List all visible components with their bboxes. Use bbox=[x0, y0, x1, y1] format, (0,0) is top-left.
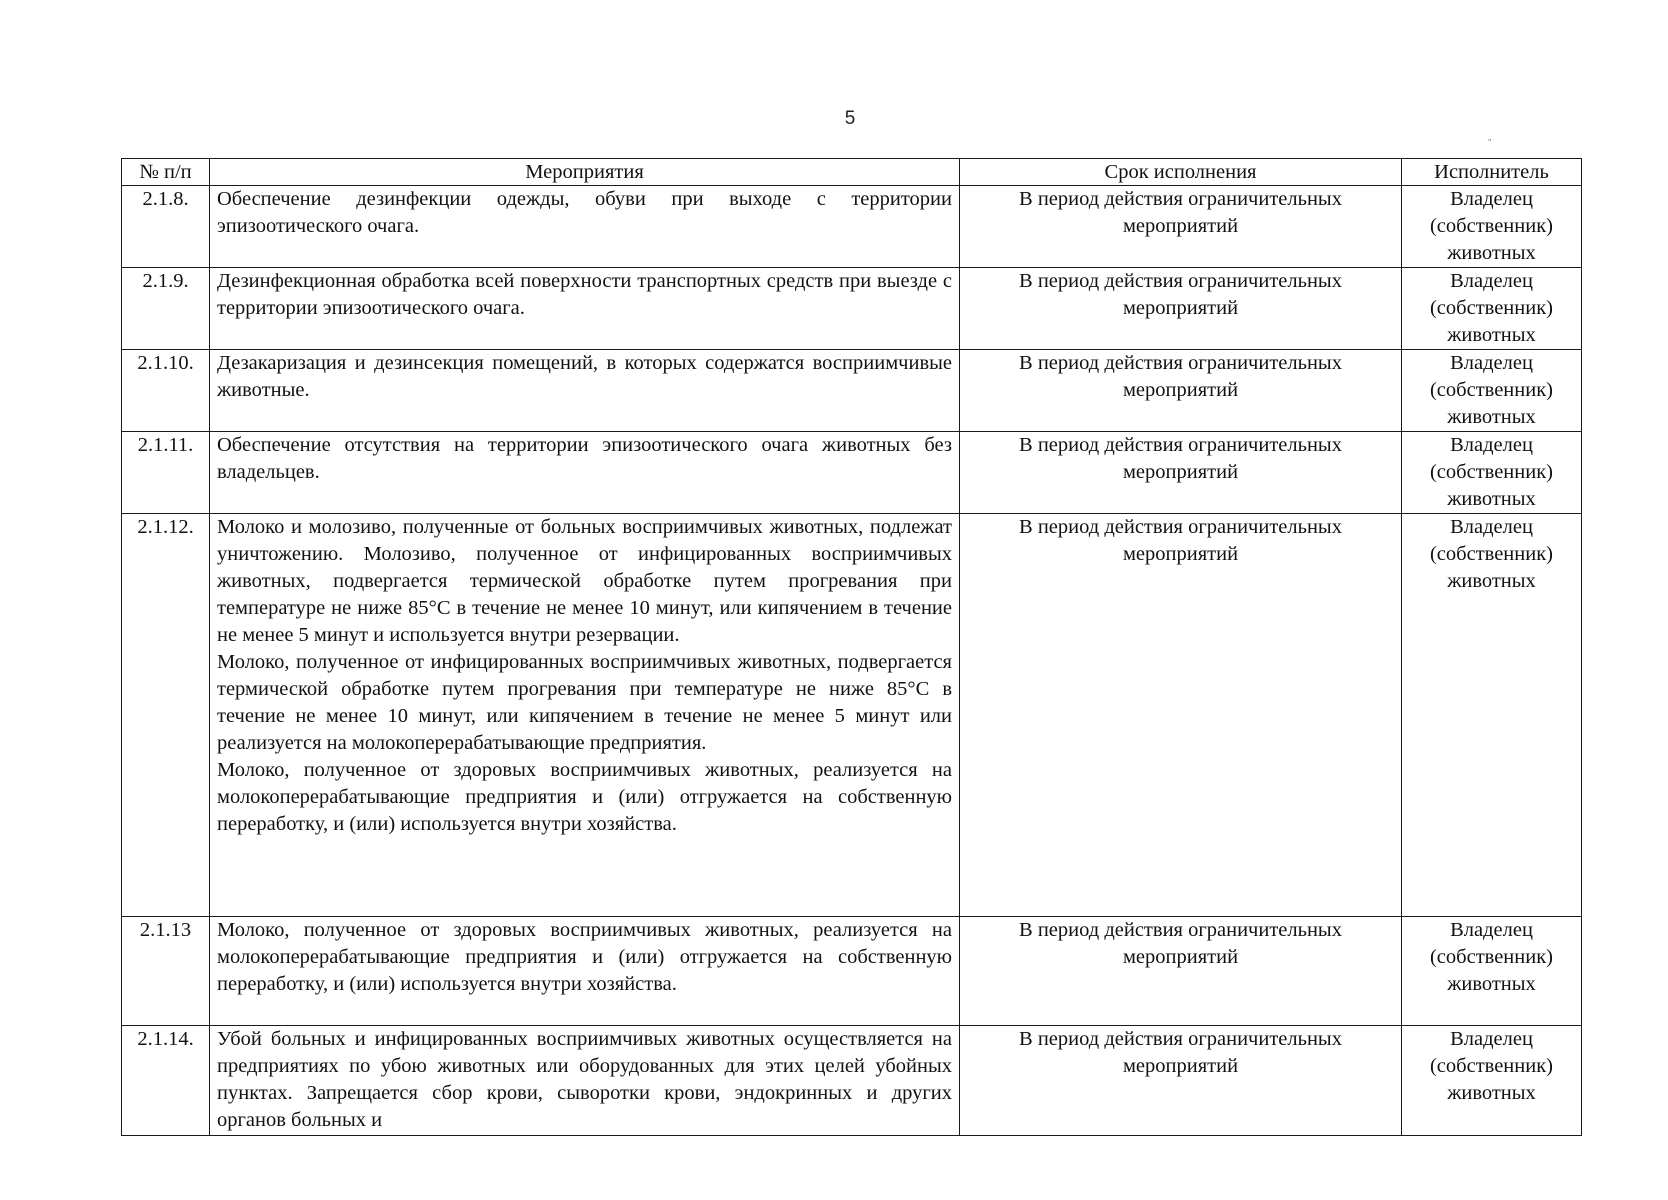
table-header-row bbox=[122, 159, 1582, 186]
row-number: 2.1.11. bbox=[122, 432, 210, 514]
row-term: В период действия ограничительных мероприятий bbox=[960, 268, 1402, 350]
executor-line: Владелец bbox=[1450, 1028, 1533, 1050]
scan-mark: ” bbox=[1488, 138, 1492, 149]
table-row bbox=[122, 268, 1582, 350]
action-paragraph: Обеспечение дезинфекции одежды, обуви при выходе с территории эпизоотического очага. bbox=[217, 188, 952, 237]
table-row bbox=[122, 514, 1582, 917]
row-number: 2.1.14. bbox=[122, 1026, 210, 1136]
action-paragraph: Молоко, полученное от здоровых восприимчивых животных, реализуется на молокоперерабатывающие предприятия и (или) отгружается на собственную переработку, и (или) используется внутри хозяйства. bbox=[217, 919, 952, 995]
executor-line: (собственник) bbox=[1429, 946, 1554, 968]
row-action bbox=[210, 1026, 960, 1136]
executor-line: животных bbox=[1447, 324, 1536, 346]
row-term: В период действия ограничительных мероприятий bbox=[960, 186, 1402, 268]
action-paragraph: Обеспечение отсутствия на территории эпизоотического очага животных без владельцев. bbox=[217, 434, 952, 483]
executor-line: Владелец bbox=[1450, 188, 1533, 210]
row-executor bbox=[1402, 268, 1582, 350]
executor-line: (собственник) bbox=[1429, 1055, 1554, 1077]
action-paragraph: Молоко, полученное от инфицированных восприимчивых животных, подвергается термической обработке путем прогревания при температуре не ниже 85°С в течение не менее 10 минут, или кипячением в течение не менее 5 минут или реализуется на молокоперерабатывающие предприятия. bbox=[217, 651, 952, 754]
row-executor bbox=[1402, 1026, 1582, 1136]
row-executor bbox=[1402, 514, 1582, 917]
row-term: В период действия ограничительных мероприятий bbox=[960, 917, 1402, 1026]
executor-line: Владелец bbox=[1450, 352, 1533, 374]
action-paragraph: Молоко, полученное от здоровых восприимчивых животных, реализуется на молокоперерабатывающие предприятия и (или) отгружается на собственную переработку, и (или) используется внутри хозяйства. bbox=[217, 759, 952, 835]
row-action bbox=[210, 350, 960, 432]
executor-line: (собственник) bbox=[1429, 543, 1554, 565]
row-action bbox=[210, 514, 960, 917]
executor-line: животных bbox=[1447, 488, 1536, 510]
row-number: 2.1.8. bbox=[122, 186, 210, 268]
row-number: 2.1.9. bbox=[122, 268, 210, 350]
executor-line: Владелец bbox=[1450, 919, 1533, 941]
row-action bbox=[210, 917, 960, 1026]
action-paragraph: Дезинфекционная обработка всей поверхности транспортных средств при выезде с территории эпизоотического очага. bbox=[217, 270, 952, 319]
page-number: 5 bbox=[844, 108, 856, 129]
table-row bbox=[122, 1026, 1582, 1136]
executor-line: Владелец bbox=[1450, 434, 1533, 456]
executor-line: животных bbox=[1447, 1082, 1536, 1104]
row-term: В период действия ограничительных мероприятий bbox=[960, 432, 1402, 514]
action-paragraph: Убой больных и инфицированных восприимчивых животных осуществляется на предприятиях по убою животных или оборудованных для этих целей убойных пунктах. Запрещается сбор крови, сыворотки крови, эндокринных и других органов больных и bbox=[217, 1028, 952, 1131]
row-executor bbox=[1402, 432, 1582, 514]
header-num: № п/п bbox=[122, 159, 210, 186]
executor-line: животных bbox=[1447, 406, 1536, 428]
row-action bbox=[210, 268, 960, 350]
table-body bbox=[122, 186, 1582, 1136]
executor-line: (собственник) bbox=[1429, 215, 1554, 237]
row-term: В период действия ограничительных мероприятий bbox=[960, 350, 1402, 432]
header-term: Срок исполнения bbox=[960, 159, 1402, 186]
measures-table bbox=[121, 158, 1582, 1136]
executor-line: Владелец bbox=[1450, 270, 1533, 292]
action-paragraph: Молоко и молозиво, полученные от больных восприимчивых животных, подлежат уничтожению. Молозиво, полученное от инфицированных восприимчивых животных, подвергается термической обработке путем прогревания при температуре не ниже 85°С в течение не менее 10 минут, или кипячением в течение не менее 5 минут и используется внутри резервации. bbox=[217, 516, 952, 646]
executor-line: Владелец bbox=[1450, 516, 1533, 538]
row-executor bbox=[1402, 186, 1582, 268]
table-row bbox=[122, 186, 1582, 268]
row-number: 2.1.10. bbox=[122, 350, 210, 432]
header-executor: Исполнитель bbox=[1402, 159, 1582, 186]
row-number: 2.1.13 bbox=[122, 917, 210, 1026]
executor-line: (собственник) bbox=[1429, 297, 1554, 319]
executor-line: (собственник) bbox=[1429, 461, 1554, 483]
executor-line: животных bbox=[1447, 570, 1536, 592]
row-term: В период действия ограничительных мероприятий bbox=[960, 1026, 1402, 1136]
action-paragraph: Дезакаризация и дезинсекция помещений, в которых содержатся восприимчивые животные. bbox=[217, 352, 952, 401]
executor-line: животных bbox=[1447, 242, 1536, 264]
row-action bbox=[210, 186, 960, 268]
row-executor bbox=[1402, 350, 1582, 432]
executor-line: (собственник) bbox=[1429, 379, 1554, 401]
executor-line: животных bbox=[1447, 973, 1536, 995]
row-action bbox=[210, 432, 960, 514]
row-term: В период действия ограничительных мероприятий bbox=[960, 514, 1402, 917]
table-row bbox=[122, 350, 1582, 432]
row-executor bbox=[1402, 917, 1582, 1026]
table-row bbox=[122, 432, 1582, 514]
header-action: Мероприятия bbox=[210, 159, 960, 186]
table-row bbox=[122, 917, 1582, 1026]
row-number: 2.1.12. bbox=[122, 514, 210, 917]
